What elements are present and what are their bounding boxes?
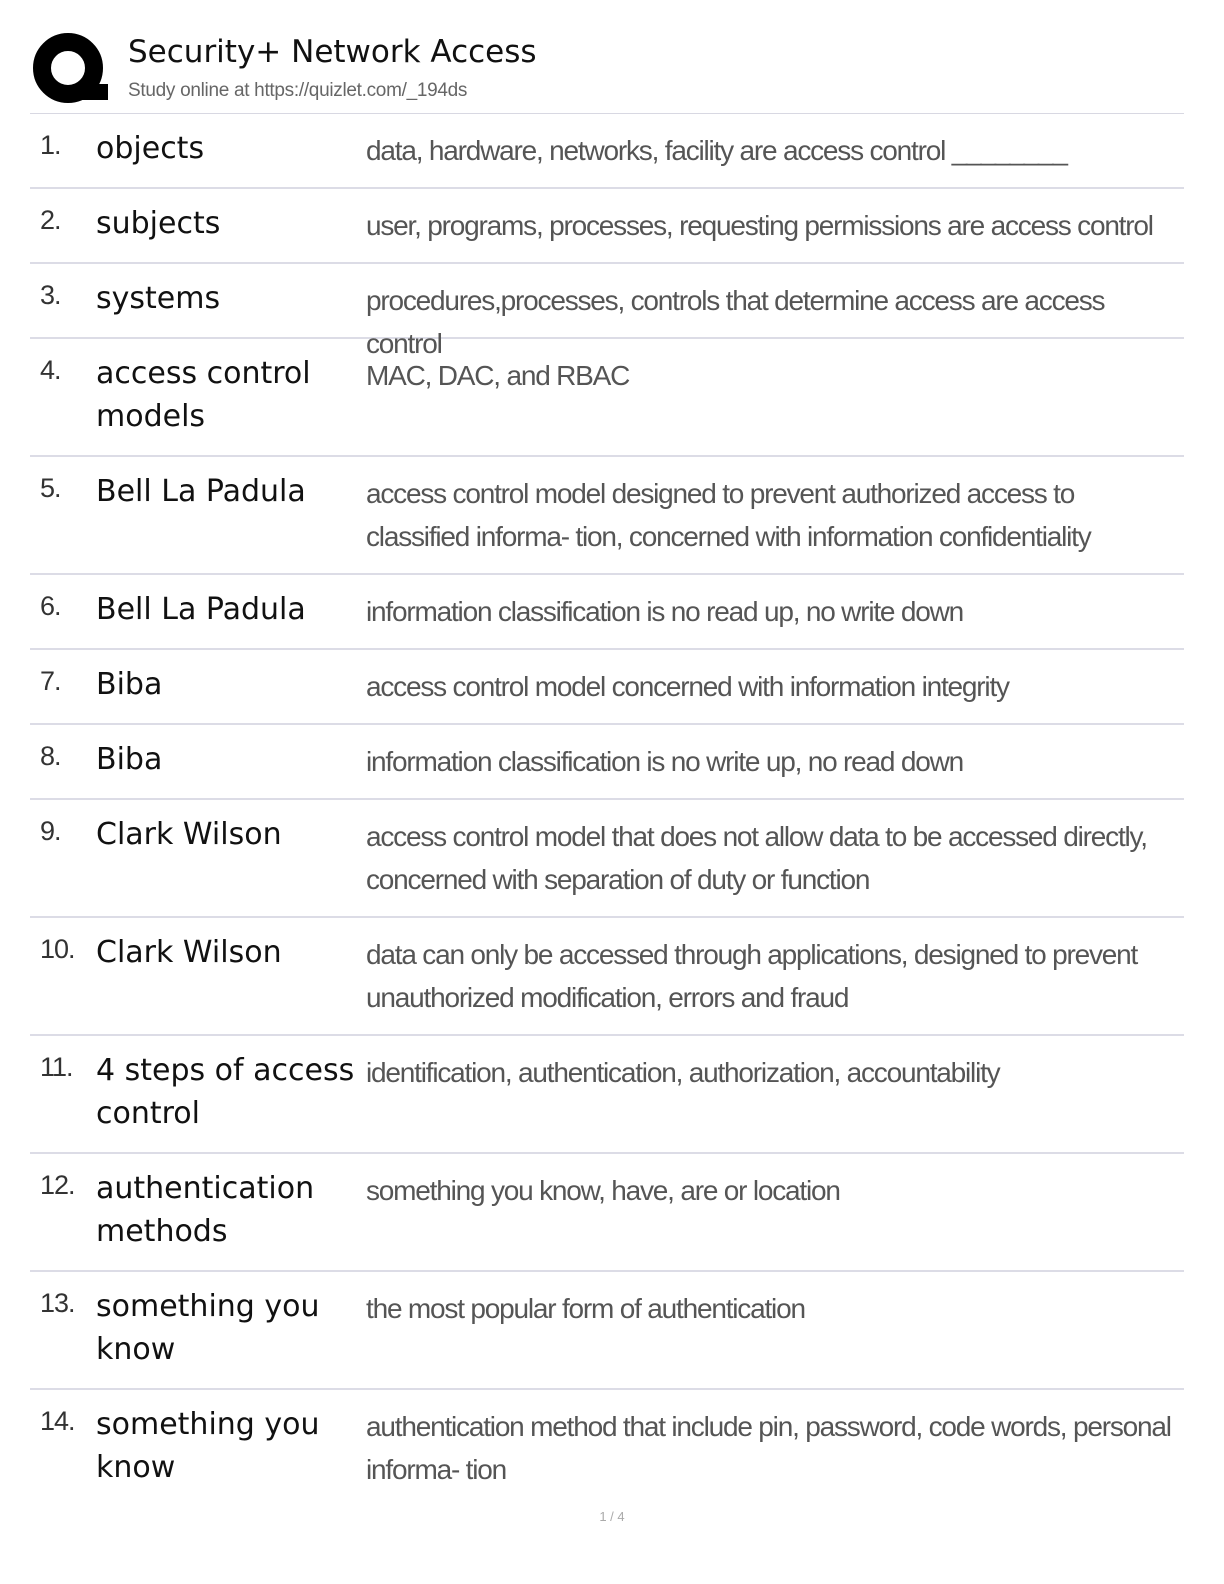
card-number: 9.: [40, 816, 61, 846]
page-number: 1 / 4: [599, 1509, 625, 1524]
card-definition: data, hardware, networks, facility are access control ________: [366, 135, 1067, 166]
card-number: 4.: [40, 355, 61, 385]
card-row: [30, 575, 1184, 650]
card-number: 1.: [40, 130, 61, 160]
card-number: 7.: [40, 666, 61, 696]
card-number: 10.: [40, 934, 75, 964]
card-term: authentication methods: [96, 1171, 315, 1249]
card-term: subjects: [96, 206, 221, 241]
card-definition: data can only be accessed through applications, designed to prevent unauthorized modification, errors and fraud: [366, 939, 1138, 1013]
card-definition: information classification is no write up, no read down: [366, 746, 964, 777]
card-term: something you know: [96, 1289, 320, 1367]
card-number: 6.: [40, 591, 61, 621]
card-term: Clark Wilson: [96, 935, 282, 970]
card-number: 13.: [40, 1288, 75, 1318]
card-definition: information classification is no read up, no write down: [366, 596, 964, 627]
card-number: 14.: [40, 1406, 75, 1436]
card-definition: access control model designed to prevent authorized access to classified informa- tion, concerned with information confidentiality: [366, 478, 1091, 552]
card-number: 8.: [40, 741, 61, 771]
card-term: Bell La Padula: [96, 474, 306, 509]
flashcard-list: [30, 114, 1184, 1508]
card-row: [30, 1272, 1184, 1390]
card-number: 3.: [40, 280, 61, 310]
document-header: [30, 28, 1184, 114]
card-definition: identification, authentication, authorization, accountability: [366, 1057, 1000, 1088]
card-row: [30, 800, 1184, 918]
card-row: [30, 1390, 1184, 1508]
card-row: [30, 650, 1184, 725]
card-definition: the most popular form of authentication: [366, 1293, 805, 1324]
card-row: [30, 1036, 1184, 1154]
card-number: 12.: [40, 1170, 75, 1200]
card-definition: user, programs, processes, requesting permissions are access control: [366, 210, 1153, 241]
card-definition: authentication method that include pin, password, code words, personal informa- tion: [366, 1411, 1171, 1485]
card-row: [30, 114, 1184, 189]
card-term: access control models: [96, 356, 311, 434]
card-row: [30, 918, 1184, 1036]
card-definition: procedures,processes, controls that determine access are access control: [366, 285, 1105, 359]
card-term: objects: [96, 131, 205, 166]
card-row: [30, 339, 1184, 457]
card-row: [30, 725, 1184, 800]
card-row: [30, 189, 1184, 264]
card-number: 11.: [40, 1052, 73, 1082]
card-definition: access control model that does not allow data to be accessed directly, concerned with separation of duty or function: [366, 821, 1147, 895]
card-row: [30, 264, 1184, 359]
card-term: something you know: [96, 1407, 320, 1485]
card-term: Clark Wilson: [96, 817, 282, 852]
card-definition: access control model concerned with information integrity: [366, 671, 1009, 702]
study-online-link[interactable]: Study online at https://quizlet.com/_194ds: [128, 80, 468, 101]
card-term: 4 steps of access control: [96, 1053, 355, 1131]
card-definition: something you know, have, are or location: [366, 1175, 840, 1206]
document-title: Security+ Network Access: [128, 34, 537, 70]
card-term: Bell La Padula: [96, 592, 306, 627]
card-term: Biba: [96, 667, 163, 702]
card-row: [30, 1154, 1184, 1272]
card-row: [30, 457, 1184, 575]
card-number: 5.: [40, 473, 61, 503]
card-term: Biba: [96, 742, 163, 777]
card-number: 2.: [40, 205, 61, 235]
quizlet-logo-icon: [32, 32, 110, 110]
card-term: systems: [96, 281, 221, 316]
card-definition: MAC, DAC, and RBAC: [366, 360, 630, 391]
